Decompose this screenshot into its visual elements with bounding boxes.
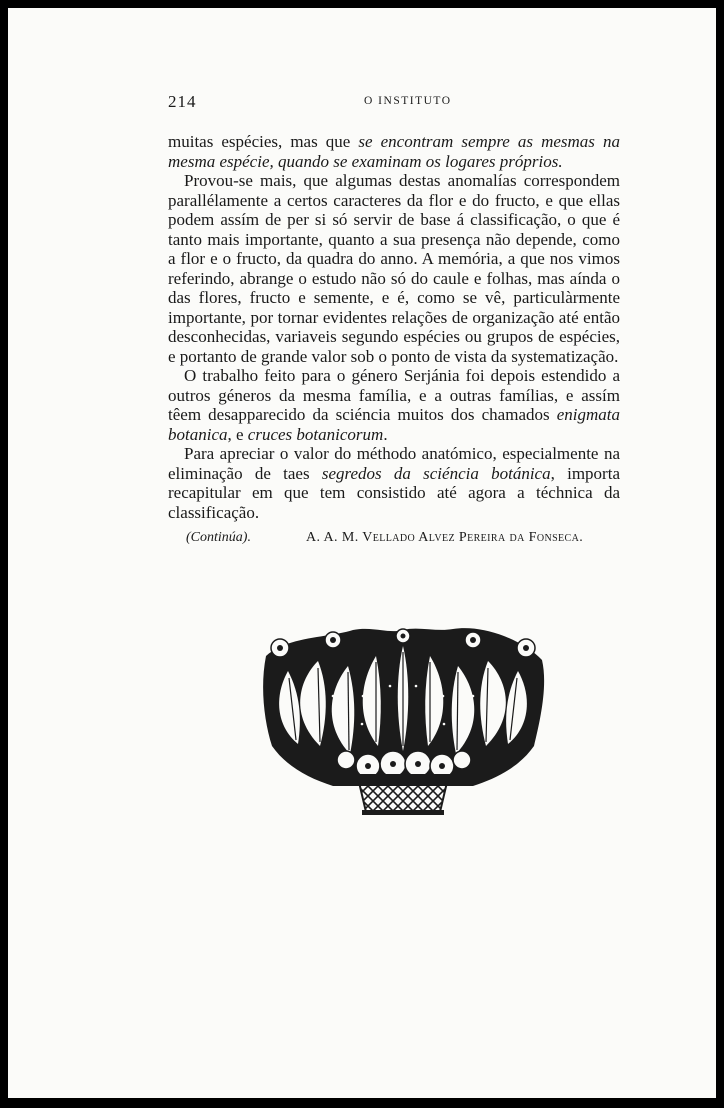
page-header <box>168 92 628 112</box>
running-title: O INSTITUTO <box>364 95 452 107</box>
paragraph-serjania: O trabalho feito para o género Serjánia foi depois estendido a outros géneros da mesma família, e a outras famílias, e assím têem desapparecido da sciéncia muitos dos chamados enigmata botanica, e cruces botanicorum. <box>168 366 620 444</box>
floral-basket-ornament-icon <box>258 626 548 818</box>
paragraph-method: Para apreciar o valor do méthodo anatómico, especialmente na eliminação de taes segredos da sciéncia botánica, importa recapitular em que tem consistido até agora a téchnica da classificação. <box>168 444 620 522</box>
signature-row <box>186 530 626 552</box>
paragraph-anomalies: Provou-se mais, que algumas destas anomalías correspondem parallélamente a certos caracteres da flor e do fructo, e que ellas podem assím de per si só servir de base á classificação, o que é tanto mais importante, quanto a sua presença não depende, como a flor e o fructo, da quadra do anno. A memória, a que nos vimos referindo, abrange o estudo não só do caule e folhas, mas aínda o das flores, fructo e semente, e é, como se vê, particulàrmente importante, por tornar evidentes relações de organização até então desconhecidas, variaveis segundo espécies ou grupos de espécies, e portanto de grande valor sob o ponto de vista da systematização. <box>168 171 620 366</box>
page-number: 214 <box>168 92 197 111</box>
continua-note: (Continúa). <box>186 530 251 545</box>
author-signature: A. A. M. Vellado Alvez Pereira da Fonseca. <box>306 530 584 545</box>
article-body <box>168 132 620 522</box>
paragraph-continuation: muitas espécies, mas que se encontram sempre as mesmas na mesma espécie, quando se examinam os logares próprios. <box>168 132 620 171</box>
